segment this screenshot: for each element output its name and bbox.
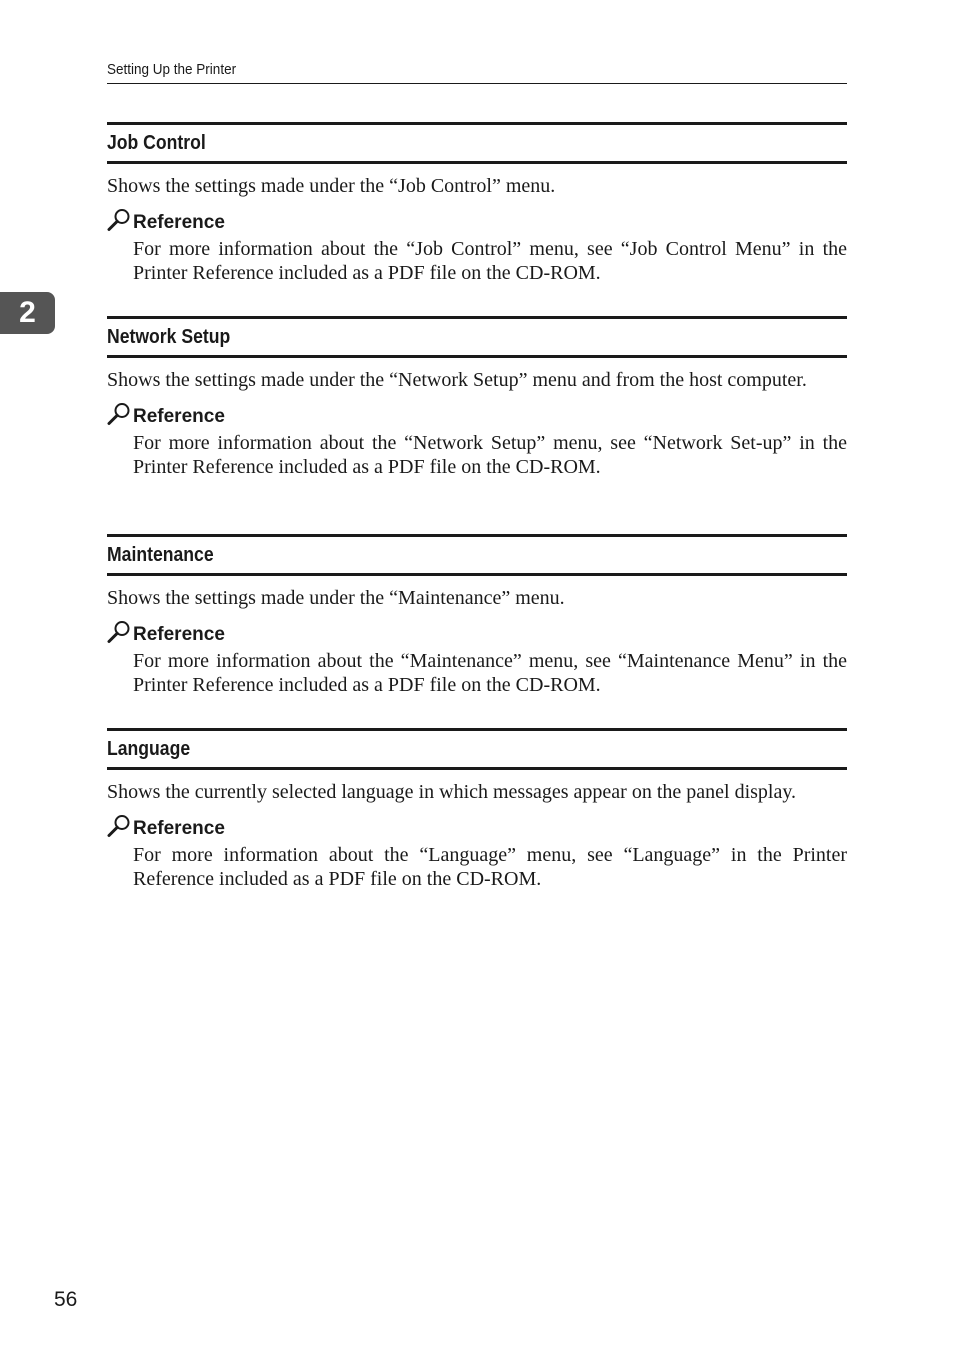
section-body: Shows the settings made under the “Maintenance” menu. bbox=[107, 587, 565, 609]
section-title: Job Control bbox=[107, 131, 206, 154]
reference-heading bbox=[107, 402, 847, 428]
section-title: Language bbox=[107, 737, 191, 760]
reference-text: For more information about the “Maintenance” menu, see “Maintenance Menu” in the Printer Reference included as a PDF file on the CD-ROM. bbox=[133, 650, 847, 696]
section-heading bbox=[107, 316, 847, 358]
reference-text: For more information about the “Job Control” menu, see “Job Control Menu” in the Printer Reference included as a PDF file on the CD-ROM. bbox=[133, 238, 847, 284]
reference-label: Reference bbox=[133, 818, 225, 839]
magnifier-icon bbox=[107, 620, 131, 644]
section-heading bbox=[107, 534, 847, 576]
section-heading bbox=[107, 728, 847, 770]
header-rule bbox=[107, 83, 847, 84]
section-language bbox=[107, 728, 847, 891]
reference-heading bbox=[107, 814, 847, 840]
magnifier-icon bbox=[107, 814, 131, 838]
reference-label: Reference bbox=[133, 212, 225, 233]
magnifier-icon bbox=[107, 208, 131, 232]
reference-heading bbox=[107, 208, 847, 234]
section-body: Shows the settings made under the “Network Setup” menu and from the host computer. bbox=[107, 369, 807, 391]
magnifier-icon bbox=[107, 402, 131, 426]
section-body: Shows the currently selected language in which messages appear on the panel display. bbox=[107, 781, 797, 803]
section-heading bbox=[107, 122, 847, 164]
section-title: Network Setup bbox=[107, 325, 231, 348]
page-number: 56 bbox=[54, 1288, 78, 1311]
reference-label: Reference bbox=[133, 406, 225, 427]
chapter-tab: 2 bbox=[0, 292, 55, 334]
reference-text: For more information about the “Language” menu, see “Language” in the Printer Reference included as a PDF file on the CD-ROM. bbox=[133, 844, 847, 890]
section-maintenance bbox=[107, 534, 847, 697]
reference-heading bbox=[107, 620, 847, 646]
section-body: Shows the settings made under the “Job Control” menu. bbox=[107, 175, 556, 197]
section-title: Maintenance bbox=[107, 543, 214, 566]
reference-text: For more information about the “Network Setup” menu, see “Network Set-up” in the Printer Reference included as a PDF file on the CD-ROM. bbox=[133, 432, 847, 478]
reference-label: Reference bbox=[133, 624, 225, 645]
section-job-control bbox=[107, 122, 847, 285]
section-network-setup bbox=[107, 316, 847, 479]
running-header: Setting Up the Printer bbox=[107, 61, 237, 78]
